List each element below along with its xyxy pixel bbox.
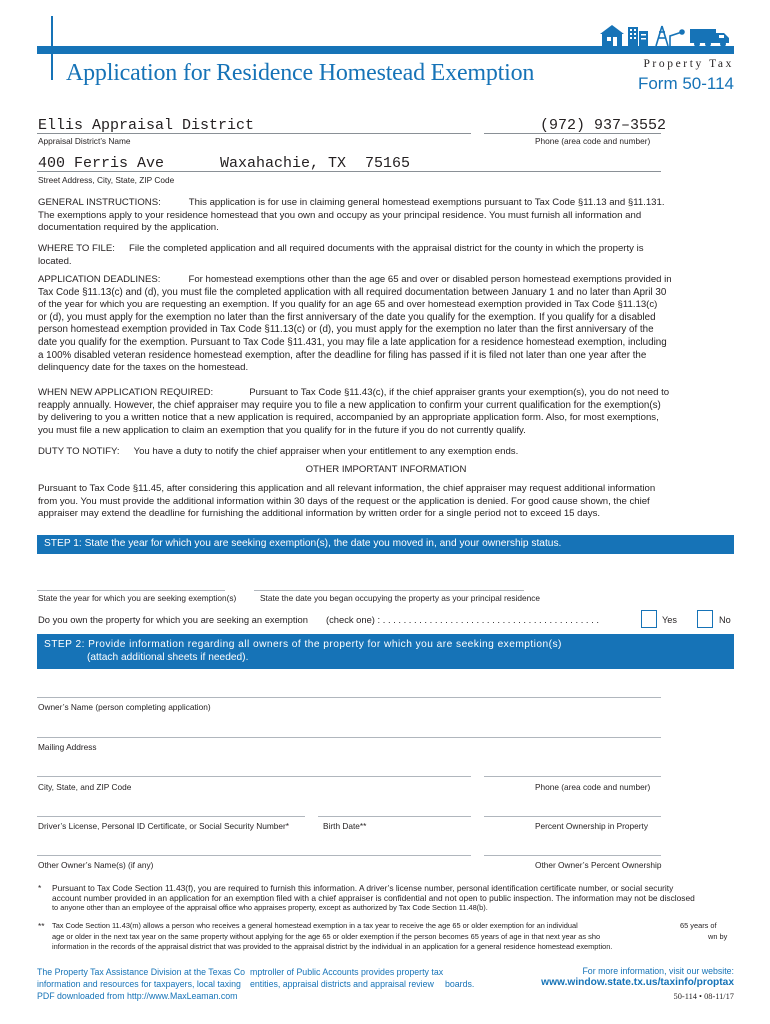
footnote-star1: Pursuant to Tax Code Section 11.43(f), you are required to furnish this information. A driver’s license number, personal identification certificate number, or social security account number provided in an application for an exemption filed with a chief appraiser is confidential and not open to public inspection. The information may not be disclosed to anyone other than an employee of the appraisal office who appraises property, except as authorized by Tax Code Section 11.48(b). (52, 883, 695, 913)
general-instructions-heading: GENERAL INSTRUCTIONS: (38, 197, 161, 208)
new-application-required: WHEN NEW APPLICATION REQUIRED: Pursuant to Tax Code §11.43(c), if the chief appraiser grants your exemption(s), you do not need to reapply annually. However, the chief appraiser may require you to file a new application to confirm your current qualification for the exemption(s) by delivering to you a written notice that a new application is required, accompanied by an appropriate application form. Also, for most exemptions, you must file a new application to claim an exemption that you qualify for in the future if you do not currently qualify. (38, 387, 670, 436)
own-yes-checkbox[interactable] (641, 610, 657, 628)
application-deadlines-heading: APPLICATION DEADLINES: (38, 274, 161, 285)
other-important-heading: OTHER IMPORTANT INFORMATION (305, 464, 467, 475)
house-icon (600, 25, 624, 46)
district-city-value: Waxahachie, TX (220, 155, 347, 172)
birth-date-field[interactable] (318, 816, 471, 817)
general-instructions: GENERAL INSTRUCTIONS: This application is for use in claiming general homestead exemptions pursuant to Tax Code §11.13 and §11.131. The exemptions apply to your residence homestead that you own and occupy as your principal residence. You must furnish all information and documentation required by the application. (38, 197, 665, 234)
year-seeking-field[interactable] (37, 590, 225, 591)
duty-to-notify-heading: DUTY TO NOTIFY: (38, 446, 120, 457)
district-address-label: Street Address, City, State, ZIP Code (38, 175, 175, 185)
district-address-rule (37, 171, 661, 172)
mailing-address-field[interactable] (37, 737, 661, 738)
own-no-checkbox[interactable] (697, 610, 713, 628)
year-seeking-label: State the year for which you are seeking exemption(s) (38, 593, 237, 603)
header-icons (598, 20, 734, 48)
building-icon (628, 27, 648, 46)
footnote-star1-mark: * (38, 883, 42, 893)
page-title: Application for Residence Homestead Exemption (66, 60, 535, 86)
owner-name-label: Owner’s Name (person completing application) (38, 702, 211, 712)
district-phone-label: Phone (area code and number) (535, 136, 651, 146)
district-phone-rule (484, 133, 661, 134)
owner-name-field[interactable] (37, 697, 661, 698)
percent-ownership-label: Percent Ownership in Property (535, 821, 648, 831)
application-deadlines: APPLICATION DEADLINES: For homestead exemptions other than the age 65 and over or disabled person homestead exemptions provided in Tax Code §11.13(c) and (d), you must file the completed application with all required documentation between January 1 and no later than April 30 of the year for which you are requesting an exemption. If you qualify for an age 65 and over homestead exemption provided in Tax Code §11.13(c) or (d), you must apply for the exemption no later than the first anniversary of the date you qualify for the exemption. If you qualify for a disabled person homestead exemption provided in Tax Code §11.13(c) or (d), you must apply for the exemption no later than the first anniversary of the date you qualify for the exemption. Pursuant to Tax Code §11.431, you may file a late application for a residence homestead exemption, including a 100% disabled veteran residence homestead exemption, after the deadline for filing has passed if it is filed not later than one year after the delinquency date for the taxes on the homestead. (38, 274, 672, 374)
city-state-zip-label: City, State, and ZIP Code (38, 782, 132, 792)
new-application-heading: WHEN NEW APPLICATION REQUIRED: (38, 387, 214, 398)
mailing-address-label: Mailing Address (38, 742, 97, 752)
own-no-label: No (719, 615, 731, 625)
district-phone-value: (972) 937–3552 (540, 117, 667, 134)
date-occupied-label: State the date you began occupying the property as your principal residence (260, 593, 540, 603)
where-to-file-heading: WHERE TO FILE: (38, 243, 115, 254)
footer-download-note: PDF downloaded from http://www.MaxLeaman.com (37, 991, 238, 1002)
owner-phone-label: Phone (area code and number) (535, 782, 651, 792)
truck-icon (690, 29, 729, 47)
ownership-question: Do you own the property for which you are seeking an exemption (check one) : . . . . . . . . . . . . . . . . . . . . . . . . . . . . . . . . . . . . . . . . . . (38, 614, 599, 625)
district-name-rule (37, 133, 471, 134)
step2-subtitle: (attach additional sheets if needed). (87, 652, 249, 663)
form-category: Property Tax (643, 58, 734, 70)
step1-title: STEP 1: State the year for which you are seeking exemption(s), the date you moved in, and your ownership status. (44, 538, 562, 549)
footer-info-block: The Property Tax Assistance Division at the Texas Co mptroller of Public Accounts provides property tax information and resources for taxpayers, local taxing entities, appraisal districts and appraisal review boards. PDF downloaded from http://www.MaxLeaman.com (37, 966, 497, 1003)
percent-ownership-field[interactable] (484, 816, 661, 817)
district-zip-value: 75165 (365, 155, 411, 172)
own-yes-label: Yes (662, 615, 677, 625)
footer-more-info: For more information, visit our website: (582, 966, 734, 976)
district-street-value: 400 Ferris Ave (38, 155, 165, 172)
other-owner-name-label: Other Owner’s Name(s) (if any) (38, 860, 154, 870)
step1-header (37, 535, 734, 554)
owner-phone-field[interactable] (484, 776, 661, 777)
district-name-value: Ellis Appraisal District (38, 117, 255, 134)
footer-form-code: 50-114 • 08-11/17 (673, 992, 734, 1001)
where-to-file: WHERE TO FILE: File the completed application and all required documents with the appraisal district for the county in which the property is located. (38, 243, 644, 267)
check-one-leader: (check one) : . . . . . . . . . . . . . . . . . . . . . . . . . . . . . . . . . . . . . . . . . . (325, 614, 599, 625)
footnote-star2: Tax Code Section 11.43(m) allows a person who receives a general homestead exemption in a tax year to receive the age 65 or older exemption for an individual 65 years of age or older in the next tax year on the same property without applying for the age 65 or older exemption if the person becomes 65 years of age in that next year as sho wn by information in the records of the appraisal district that was provided to the appraisal district by the individual in an application for a general residence homestead exemption. (52, 921, 728, 952)
other-owner-name-field[interactable] (37, 855, 471, 856)
date-occupied-field[interactable] (254, 590, 524, 591)
district-name-label: Appraisal District’s Name (38, 136, 131, 146)
form-number: Form 50-114 (637, 74, 734, 93)
id-number-field[interactable] (37, 816, 305, 817)
footnote-star2-mark: ** (38, 921, 45, 931)
step2-header (37, 634, 734, 669)
other-owner-percent-label: Other Owner’s Percent Ownership (535, 860, 662, 870)
id-number-label: Driver’s License, Personal ID Certificate, or Social Security Number* (38, 821, 289, 831)
step2-title: STEP 2: Provide information regarding all owners of the property for which you are seeking exemption(s) (44, 639, 562, 650)
other-important-info: Pursuant to Tax Code §11.45, after considering this application and all relevant information, the chief appraiser may request additional information from you. You must provide the additional information within 30 days of the request or the application is denied. For good cause shown, the chief appraiser may extend the deadline for furnishing the additional information by written order for a single period not to exceed 15 days. (38, 483, 656, 520)
footer-website-link[interactable]: www.window.state.tx.us/taxinfo/proptax (541, 977, 734, 988)
duty-to-notify: DUTY TO NOTIFY: You have a duty to notify the chief appraiser when your entitlement to any exemption ends. (38, 446, 519, 457)
other-owner-percent-field[interactable] (484, 855, 661, 856)
city-state-zip-field[interactable] (37, 776, 471, 777)
oil-derrick-icon (656, 26, 684, 46)
birth-date-label: Birth Date** (323, 821, 367, 831)
